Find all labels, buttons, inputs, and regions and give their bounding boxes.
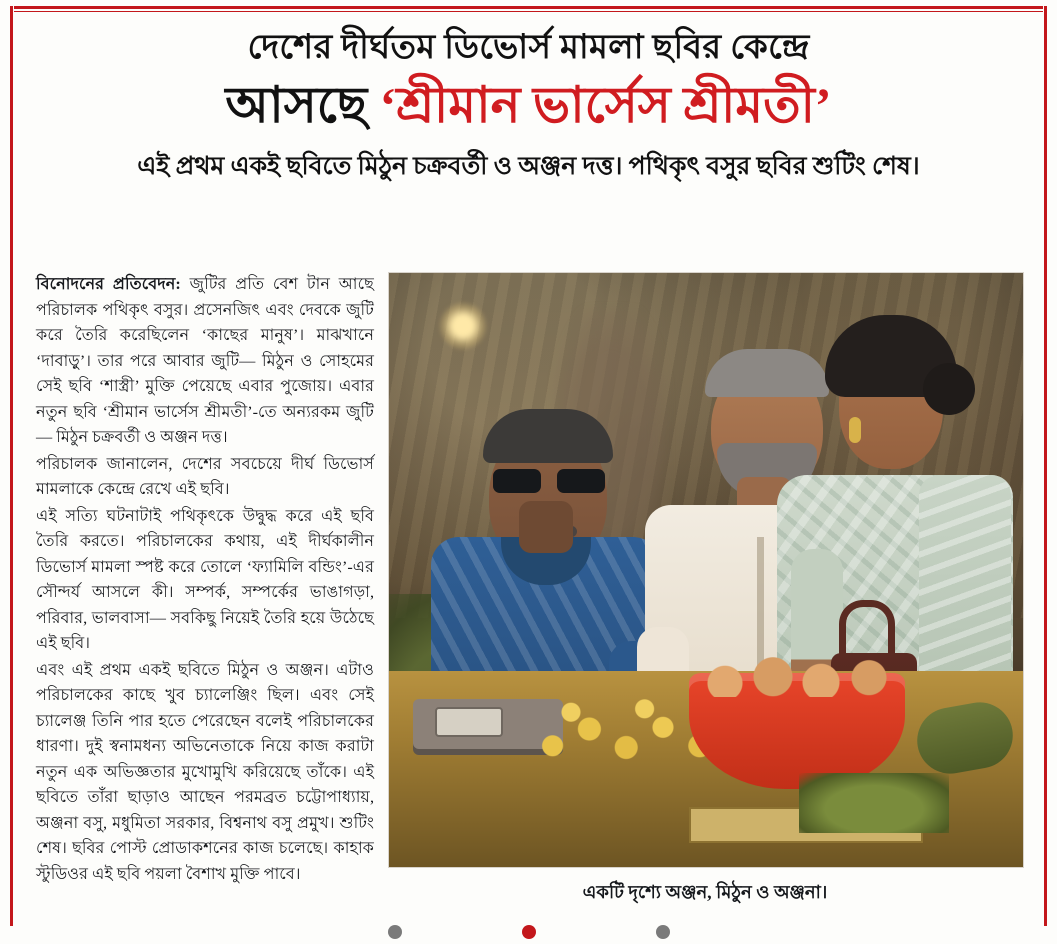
left-actor-hair <box>483 409 613 463</box>
page-title <box>30 74 1027 136</box>
right-actor-bun <box>923 363 975 415</box>
top-rule-thin <box>14 11 1043 12</box>
headline-prefix: আসছে <box>225 77 380 133</box>
top-rule <box>14 6 1043 9</box>
bowl-produce <box>697 651 897 697</box>
article-body <box>36 272 1027 904</box>
sunglasses-icon <box>491 469 607 495</box>
paragraph-1 <box>36 272 374 451</box>
paragraph-1-text: জুটির প্রতি বেশ টান আছে পরিচালক পথিকৃৎ বসুর। প্রসেনজিৎ এবং দেবকে জুটি করে তৈরি করেছিলেন ‘কাছের মানুষ’। মাঝখানে ‘দাবাড়ু’। তার পরে আবার জুটি— মিঠুন ও সোহমের সেই ছবি ‘শাস্ত্রী’ মুক্তি পেয়েছে এবার পুজোয়। এবার নতুন ছবি ‘শ্রীমান ভার্সেস শ্রীমতী’-তে অন্যরকম জুটি— মিঠুন চক্রবর্তী ও অঞ্জন দত্ত। <box>36 275 374 446</box>
headline-block <box>30 26 1027 184</box>
bottom-dot-left-icon <box>388 925 402 939</box>
photo-caption: একটি দৃশ্যে অঞ্জন, মিঠুন ও অঞ্জনা। <box>582 882 828 902</box>
story-column <box>36 272 374 892</box>
photo-wrap <box>388 272 1022 909</box>
earring-icon <box>849 417 861 443</box>
subheadline-text: এই প্রথম একই ছবিতে মিঠুন চক্রবর্তী ও অঞ্জন দত্ত। পথিকৃৎ বসুর ছবির শুটিং শেষ। <box>137 153 920 180</box>
bottom-dot-right-icon <box>656 925 670 939</box>
byline: বিনোদনের প্রতিবেদন: <box>36 275 181 293</box>
bottom-dot-center-icon <box>522 925 536 939</box>
paragraph-2: পরিচালক জানালেন, দেশের সবচেয়ে দীর্ঘ ডিভোর্স মামলাকে কেন্দ্রে রেখে এই ছবি। <box>36 454 374 498</box>
bottom-decoration-strip <box>14 924 1043 940</box>
headline-film-title: ‘শ্রীমান ভার্সেস শ্রীমতী’ <box>379 77 832 133</box>
article-photo <box>388 272 1024 868</box>
green-vegetable-pile <box>799 773 949 833</box>
right-border-rule <box>1044 6 1047 926</box>
kicker-text: দেশের দীর্ঘতম ডিভোর্স মামলা ছবির কেন্দ্রে <box>247 29 810 66</box>
photo-hanging-lamp <box>440 303 486 349</box>
weighing-scale-display <box>435 707 503 737</box>
paragraph-4: এবং এই প্রথম একই ছবিতে মিঠুন ও অঞ্জন। এটাও পরিচালকের কাছে খুব চ্যালেঞ্জিং ছিল। এবং সেই চ্যালেঞ্জ তিনি পার হতে পেরেছেন বলেই পরিচালকের ধারণা। দুই স্বনামধন্য অভিনেতাকে নিয়ে কাজ করাটা নতুন এক অভিজ্ঞতার মুখোমুখি করিয়েছে তাঁকে। এই ছবিতে তাঁরা ছাড়াও আছেন পরমব্রত চট্টোপাধ্যায়, অঞ্জনা বসু, মধুমিতা সরকার, বিশ্বনাথ বসু প্রমুখ। শুটিং শেষ। ছবির পোস্ট প্রোডাকশনের কাজ চলেছে। কাহাক স্টুডিওর এই ছবি পয়লা বৈশাখ মুক্তি পাবে। <box>36 660 374 883</box>
left-border-rule <box>10 6 13 926</box>
left-actor-neck <box>519 501 573 553</box>
paragraph-3: এই সত্যি ঘটনাটাই পথিকৃৎকে উদ্বুদ্ধ করে এই ছবি তৈরি করতে। পরিচালকের কথায়, এই দীর্ঘকালীন ডিভোর্স মামলা স্পষ্ট করে তোলে ‘ফ্যামিলি বন্ডিং’-এর সৌন্দর্য আসলে কী। সম্পর্ক, সম্পর্কের ভাঙাগড়া, পরিবার, ভালবাসা— সবকিছু নিয়েই তৈরি হয়ে উঠেছে এই ছবি। <box>36 506 374 652</box>
